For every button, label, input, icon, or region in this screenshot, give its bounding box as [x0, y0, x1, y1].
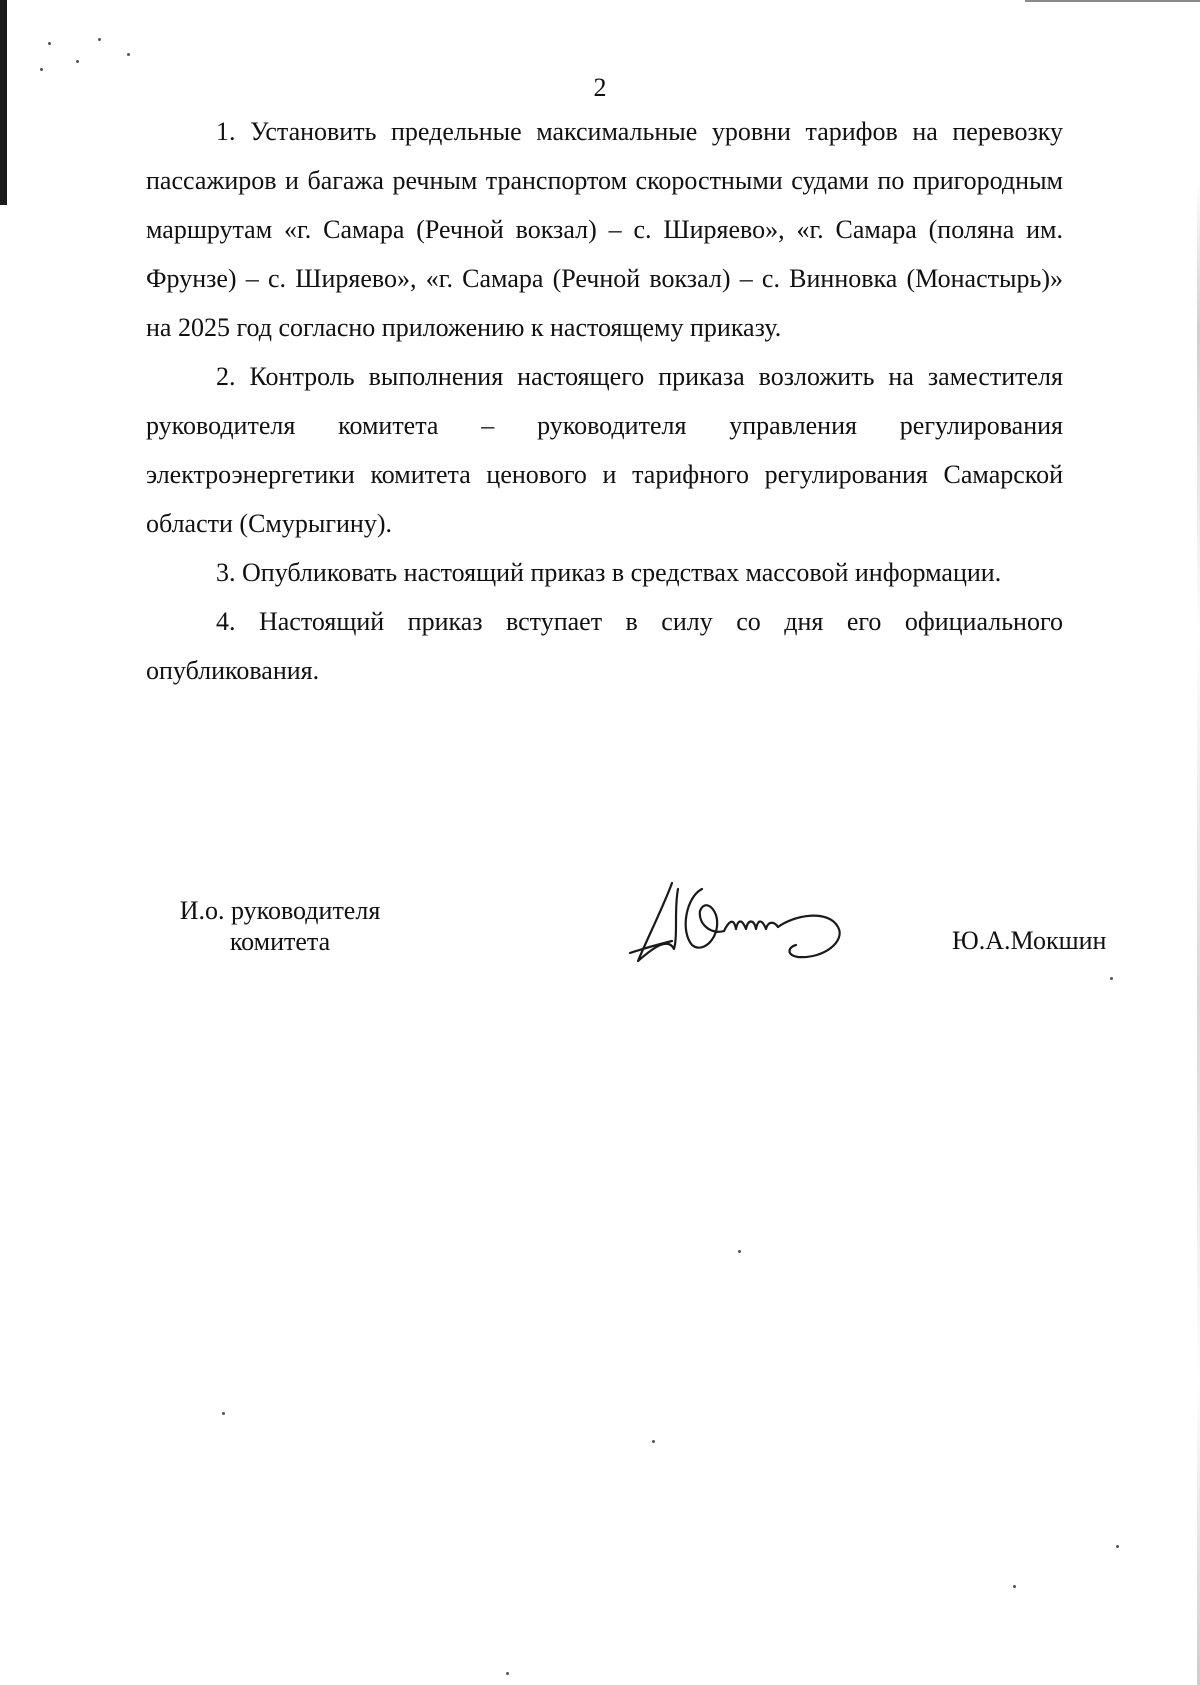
scan-speck	[738, 1250, 741, 1253]
scan-edge-top	[1025, 0, 1200, 2]
paragraph-1: 1. Установить предельные максимальные уровни тарифов на перевозку пассажиров и багажа речным транспортом скоростными судами по пригородным маршрутам «г. Самара (Речной вокзал) – с. Ширяево», «г. Самара (поляна им. Фрунзе) – с. Ширяево», «г. Самара (Речной вокзал) – с. Винновка (Монастырь)» на 2025 год согласно приложению к настоящему приказу.	[146, 117, 1063, 342]
paragraph-3: 3. Опубликовать настоящий приказ в средствах массовой информации.	[216, 558, 1002, 587]
signature-block	[0, 875, 1200, 985]
scan-speck	[98, 38, 101, 41]
signatory-position	[150, 895, 410, 957]
handwritten-signature	[628, 875, 848, 975]
scan-speck	[1013, 1585, 1016, 1588]
scan-speck	[222, 1412, 225, 1415]
signatory-position-line-1: И.о. руководителя	[179, 896, 381, 925]
paragraph-2: 2. Контроль выполнения настоящего приказа возложить на заместителя руководителя комитета – руководителя управления регулирования электроэнергетики комитета ценового и тарифного регулирования Самарской области (Смурыгину).	[146, 362, 1063, 538]
order-body	[146, 107, 1063, 695]
signatory-position-line-2: комитета	[229, 927, 331, 956]
scan-speck	[652, 1440, 655, 1443]
scan-speck	[48, 42, 51, 45]
scan-speck	[1116, 1545, 1119, 1548]
scan-speck	[127, 53, 130, 56]
scan-speck	[506, 1672, 509, 1675]
scan-speck	[76, 60, 79, 63]
page-number: 2	[593, 73, 607, 102]
paragraph-4: 4. Настоящий приказ вступает в силу со дня его официального опубликования.	[146, 607, 1063, 685]
signatory-name: Ю.А.Мокшин	[952, 926, 1107, 955]
